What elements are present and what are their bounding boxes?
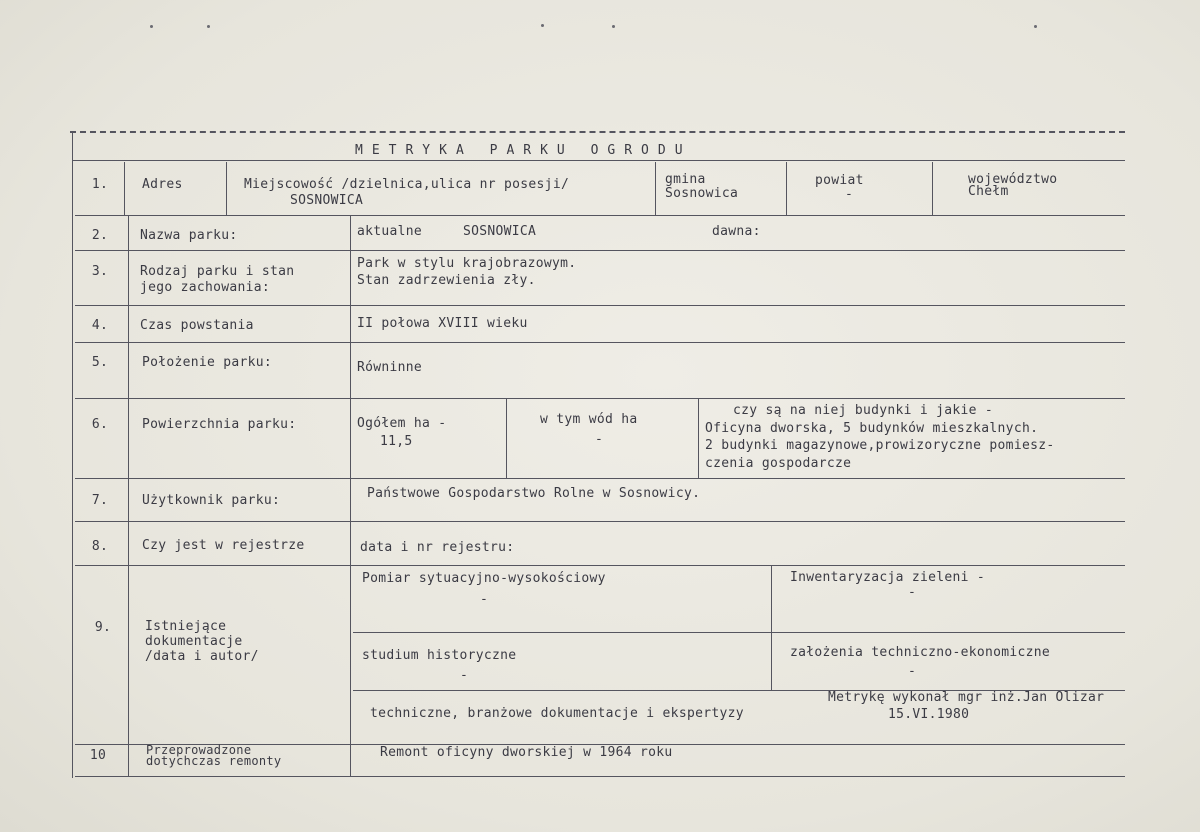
location-label: Położenie parku: bbox=[142, 355, 273, 370]
registry-value: data i nr rejestru: bbox=[360, 540, 515, 555]
locality-value: SOSNOWICA bbox=[290, 193, 364, 208]
form-title: METRYKA PARKU OGRODU bbox=[355, 143, 692, 158]
buildings-value: Oficyna dworska, 5 budynków mieszkalnych. bbox=[705, 421, 1039, 436]
voivodeship-value: Chełm bbox=[968, 184, 1009, 199]
col-rule bbox=[932, 162, 933, 216]
col-rule bbox=[786, 162, 787, 216]
greenery-label: Inwentaryzacja zieleni - bbox=[790, 570, 986, 585]
technical-assumptions-value: - bbox=[908, 664, 917, 679]
row-number: 7. bbox=[91, 493, 109, 508]
documentation-label: /data i autor/ bbox=[145, 649, 259, 664]
park-type-label: Rodzaj parku i stan bbox=[140, 264, 295, 279]
record-date: 15.VI.1980 bbox=[888, 707, 970, 722]
col-rule bbox=[698, 399, 699, 478]
rule bbox=[75, 521, 1125, 522]
repairs-label: dotychczas remonty bbox=[146, 754, 282, 768]
record-author: Metrykę wykonał mgr inż.Jan Olizar bbox=[828, 690, 1105, 705]
area-label: Powierzchnia parku: bbox=[142, 417, 297, 432]
col-rule bbox=[350, 216, 351, 777]
speck bbox=[541, 24, 544, 27]
documentation-label: dokumentacje bbox=[145, 634, 243, 649]
registry-label: Czy jest w rejestrze bbox=[142, 538, 305, 553]
survey-label: Pomiar sytuacyjno-wysokościowy bbox=[362, 571, 606, 586]
historical-study-value: - bbox=[460, 668, 469, 683]
rule bbox=[75, 215, 1125, 216]
historical-study-label: studium historyczne bbox=[362, 648, 517, 663]
user-value: Państwowe Gospodarstwo Rolne w Sosnowicy. bbox=[367, 486, 701, 501]
water-area-label: w tym wód ha bbox=[540, 412, 638, 427]
speck bbox=[207, 25, 210, 28]
water-area-value: - bbox=[595, 432, 604, 447]
powiat-value: - bbox=[845, 187, 854, 202]
total-area-value: 11,5 bbox=[380, 434, 413, 449]
rule bbox=[75, 478, 1125, 479]
park-name-label: Nazwa parku: bbox=[140, 228, 238, 243]
rule bbox=[75, 342, 1125, 343]
col-rule bbox=[771, 566, 772, 690]
creation-time-label: Czas powstania bbox=[140, 318, 254, 333]
row-number: 4. bbox=[91, 318, 109, 333]
row-number: 9. bbox=[94, 620, 112, 635]
rule bbox=[75, 305, 1125, 306]
col-rule bbox=[226, 162, 227, 216]
rule bbox=[353, 632, 1125, 633]
gmina-value: Sosnowica bbox=[665, 186, 739, 201]
current-name-value: SOSNOWICA bbox=[463, 224, 537, 239]
buildings-value: czenia gospodarcze bbox=[705, 456, 852, 471]
powiat-label: powiat bbox=[815, 173, 864, 188]
row-number: 5. bbox=[91, 355, 109, 370]
greenery-value: - bbox=[908, 585, 917, 600]
user-label: Użytkownik parku: bbox=[142, 493, 281, 508]
documentation-label: Istniejące bbox=[145, 619, 227, 634]
voivodeship-label: województwo bbox=[968, 172, 1058, 187]
row-number: 10 bbox=[89, 748, 107, 763]
locality-label: Miejscowość /dzielnica,ulica nr posesji/ bbox=[244, 177, 570, 192]
park-type-value: Park w stylu krajobrazowym. bbox=[357, 256, 577, 271]
buildings-question: czy są na niej budynki i jakie - bbox=[733, 403, 994, 418]
row-number: 6. bbox=[91, 417, 109, 432]
former-name-label: dawna: bbox=[712, 224, 761, 239]
repairs-label: Przeprowadzone bbox=[146, 743, 252, 757]
rule bbox=[75, 565, 1125, 566]
speck bbox=[612, 25, 615, 28]
speck bbox=[1034, 25, 1037, 28]
address-label: Adres bbox=[142, 177, 183, 192]
bottom-rule bbox=[75, 776, 1125, 777]
park-condition-value: Stan zadrzewienia zły. bbox=[357, 273, 536, 288]
row-number: 2. bbox=[91, 228, 109, 243]
location-value: Równinne bbox=[357, 360, 423, 375]
technical-assumptions-label: założenia techniczno-ekonomiczne bbox=[790, 645, 1051, 660]
current-name-label: aktualne bbox=[357, 224, 423, 239]
row-number: 8. bbox=[91, 539, 109, 554]
rule bbox=[75, 250, 1125, 251]
buildings-value: 2 budynki magazynowe,prowizoryczne pomiesz- bbox=[705, 438, 1055, 453]
top-dashed-rule bbox=[70, 131, 1125, 133]
survey-value: - bbox=[480, 592, 489, 607]
row-number: 1. bbox=[91, 177, 109, 192]
row-number: 3. bbox=[91, 264, 109, 279]
col-rule bbox=[506, 399, 507, 478]
rule bbox=[75, 398, 1125, 399]
total-area-label: Ogółem ha - bbox=[357, 416, 447, 431]
expertise-label: techniczne, branżowe dokumentacje i ekspertyzy bbox=[370, 706, 744, 721]
col-rule bbox=[128, 216, 129, 777]
park-type-label: jego zachowania: bbox=[140, 280, 271, 295]
repairs-value: Remont oficyny dworskiej w 1964 roku bbox=[380, 745, 673, 760]
rule bbox=[72, 160, 1125, 161]
creation-time-value: II połowa XVIII wieku bbox=[357, 316, 528, 331]
speck bbox=[150, 25, 153, 28]
left-border bbox=[72, 132, 73, 778]
col-rule bbox=[655, 162, 656, 216]
gmina-label: gmina bbox=[665, 172, 706, 187]
